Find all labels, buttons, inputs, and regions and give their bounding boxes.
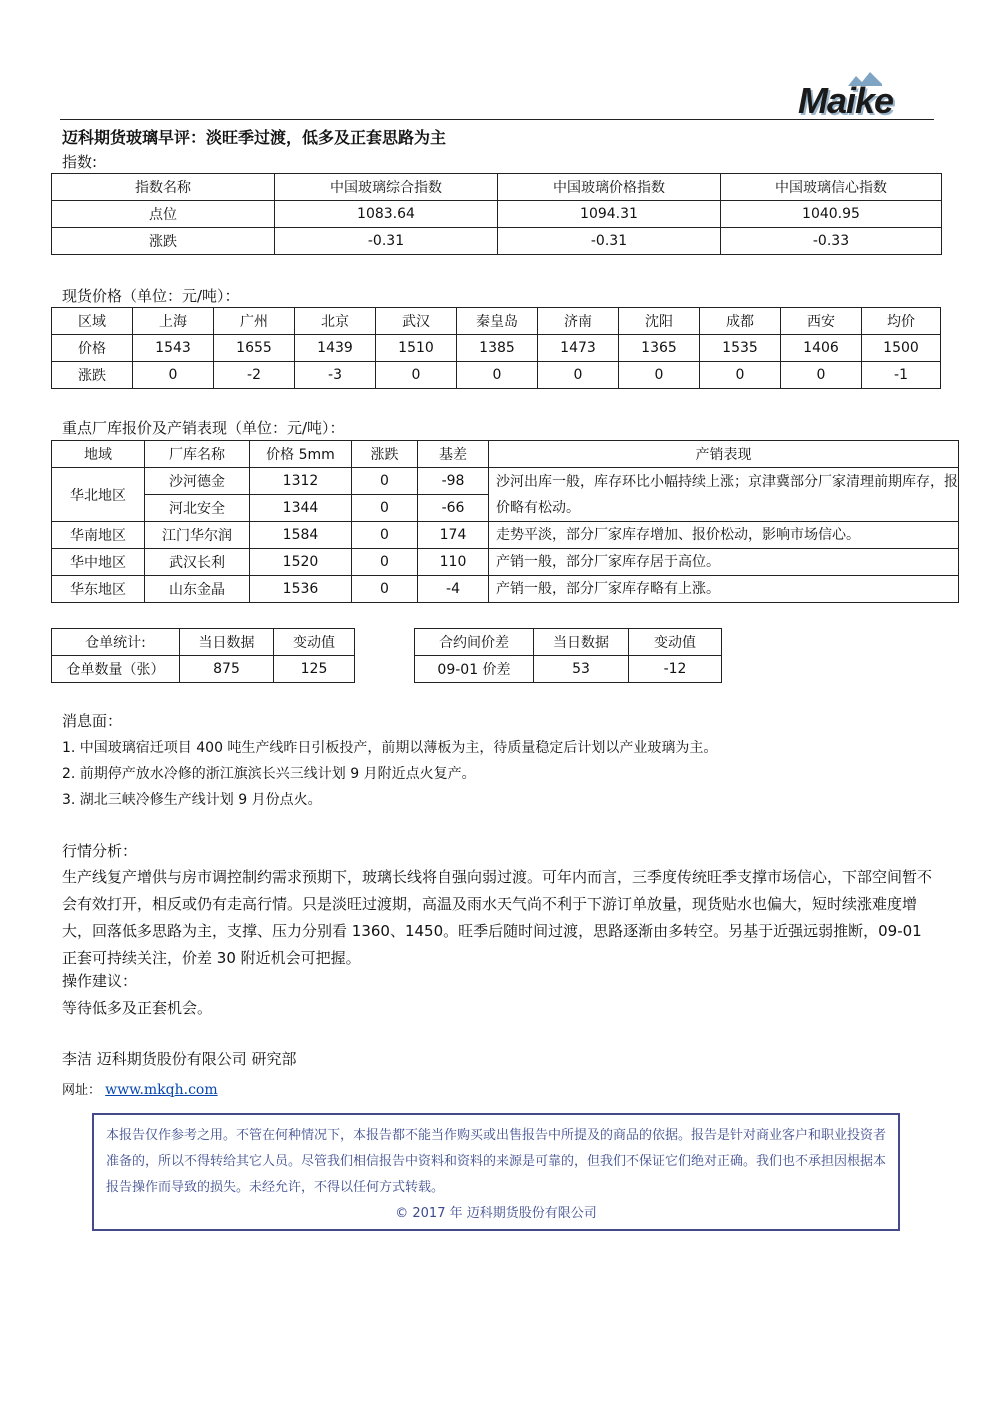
table-cell: 1510 <box>376 335 457 362</box>
table-cell: 走势平淡，部分厂家库存增加、报价松动，影响市场信心。 <box>489 522 959 549</box>
table-cell: 0 <box>352 576 418 603</box>
table-cell: 110 <box>418 549 489 576</box>
table-header-cell: 指数名称 <box>52 174 275 201</box>
website-label: 网址： <box>62 1083 102 1098</box>
table-header-row <box>52 308 941 335</box>
table-header-cell: 变动值 <box>274 629 355 656</box>
table-header-cell: 中国玻璃综合指数 <box>275 174 498 201</box>
news-item: 3. 湖北三峡冷修生产线计划 9 月份点火。 <box>62 792 322 808</box>
table-header-cell: 区域 <box>52 308 133 335</box>
table-header-row <box>415 629 722 656</box>
table-cell: 0 <box>352 522 418 549</box>
table-cell: 0 <box>781 362 862 389</box>
table-cell: -3 <box>295 362 376 389</box>
table-header-cell: 均价 <box>862 308 941 335</box>
table-row <box>52 522 959 549</box>
table-cell: 1543 <box>133 335 214 362</box>
table-cell: -2 <box>214 362 295 389</box>
table-cell: 仓单数量（张） <box>52 656 180 683</box>
disclaimer-box <box>92 1113 900 1231</box>
table-header-cell: 西安 <box>781 308 862 335</box>
news-item: 2. 前期停产放水冷修的浙江旗滨长兴三线计划 9 月附近点火复产。 <box>62 766 476 782</box>
table-cell: 0 <box>376 362 457 389</box>
table-cell: 1536 <box>250 576 352 603</box>
table-cell: 1473 <box>538 335 619 362</box>
table-cell: 华南地区 <box>52 522 145 549</box>
warehouse-receipt-table <box>51 628 355 683</box>
table-cell: 0 <box>352 495 418 522</box>
table-header-cell: 产销表现 <box>489 441 959 468</box>
disclaimer-text: 本报告仅作参考之用。不管在何种情况下，本报告都不能当作购买或出售报告中所提及的商品的依据。报告是针对商业客户和职业投资者准备的，所以不得转给其它人员。尽管我们相信报告中资料和资料的来源是可靠的，但我们不保证它们绝对正确。我们也不承担因根据本报告操作而导致的损失。未经允许，不得以任何方式转载。 <box>106 1128 887 1195</box>
table-cell: 1312 <box>250 468 352 495</box>
maike-logo: Maike <box>798 80 894 121</box>
table-cell: 1500 <box>862 335 941 362</box>
table-header-cell: 厂库名称 <box>145 441 250 468</box>
report-title: 迈科期货玻璃早评：淡旺季过渡，低多及正套思路为主 <box>62 128 447 147</box>
table-cell: 1083.64 <box>275 201 498 228</box>
table-cell: 沙河出库一般，库存环比小幅持续上涨；京津冀部分厂家清理前期库存，报价略有松动。 <box>489 468 959 522</box>
table-cell: 1344 <box>250 495 352 522</box>
table-header-row <box>52 629 355 656</box>
table-header-cell: 变动值 <box>629 629 722 656</box>
news-section-label: 消息面： <box>62 712 123 730</box>
table-row <box>52 228 942 255</box>
author-line: 李洁 迈科期货股份有限公司 研究部 <box>62 1050 297 1068</box>
table-cell: 0 <box>700 362 781 389</box>
copyright-notice: © 2017 年 迈科期货股份有限公司 <box>395 1206 597 1221</box>
table-header-cell: 地域 <box>52 441 145 468</box>
table-header-cell: 济南 <box>538 308 619 335</box>
table-cell: -0.31 <box>498 228 721 255</box>
table-cell: 涨跌 <box>52 362 133 389</box>
table-cell: 1094.31 <box>498 201 721 228</box>
table-cell: 1584 <box>250 522 352 549</box>
table-cell: 点位 <box>52 201 275 228</box>
table-cell: -98 <box>418 468 489 495</box>
header-divider <box>60 119 934 120</box>
spot-section-label: 现货价格（单位：元/吨）： <box>62 287 240 305</box>
table-cell: 产销一般，部分厂家库存居于高位。 <box>489 549 959 576</box>
table-cell: 0 <box>352 549 418 576</box>
table-header-cell: 基差 <box>418 441 489 468</box>
table-cell: -0.31 <box>275 228 498 255</box>
table-header-cell: 中国玻璃信心指数 <box>721 174 942 201</box>
table-cell: 1520 <box>250 549 352 576</box>
table-cell: -1 <box>862 362 941 389</box>
table-header-cell: 上海 <box>133 308 214 335</box>
table-cell: 江门华尔润 <box>145 522 250 549</box>
index-section-label: 指数: <box>62 153 98 171</box>
table-cell: -4 <box>418 576 489 603</box>
table-cell: 华北地区 <box>52 468 145 522</box>
index-table <box>51 173 942 255</box>
table-header-cell: 当日数据 <box>180 629 274 656</box>
table-header-row <box>52 174 942 201</box>
table-cell: 0 <box>352 468 418 495</box>
table-row <box>52 576 959 603</box>
table-header-cell: 武汉 <box>376 308 457 335</box>
factory-section-label: 重点厂库报价及产销表现（单位：元/吨）： <box>62 419 345 437</box>
factory-price-table <box>51 440 959 603</box>
table-header-row <box>52 441 959 468</box>
table-header-cell: 广州 <box>214 308 295 335</box>
table-header-cell: 沈阳 <box>619 308 700 335</box>
spot-price-table <box>51 307 941 389</box>
table-cell: 1655 <box>214 335 295 362</box>
table-cell: 53 <box>534 656 629 683</box>
table-cell: 174 <box>418 522 489 549</box>
table-cell: 0 <box>619 362 700 389</box>
table-cell: 河北安全 <box>145 495 250 522</box>
table-header-cell: 北京 <box>295 308 376 335</box>
table-cell: 1365 <box>619 335 700 362</box>
table-cell: 涨跌 <box>52 228 275 255</box>
table-cell: 1385 <box>457 335 538 362</box>
table-row <box>52 335 941 362</box>
table-cell: 1406 <box>781 335 862 362</box>
table-row <box>52 549 959 576</box>
table-cell: 0 <box>133 362 214 389</box>
table-header-cell: 中国玻璃价格指数 <box>498 174 721 201</box>
analysis-section-label: 行情分析： <box>62 842 138 860</box>
table-cell: -66 <box>418 495 489 522</box>
table-header-cell: 当日数据 <box>534 629 629 656</box>
table-cell: 875 <box>180 656 274 683</box>
advice-section-label: 操作建议： <box>62 972 138 990</box>
table-header-cell: 仓单统计: <box>52 629 180 656</box>
table-header-cell: 价格 5mm <box>250 441 352 468</box>
table-cell: 1040.95 <box>721 201 942 228</box>
table-cell: -12 <box>629 656 722 683</box>
advice-text: 等待低多及正套机会。 <box>62 999 213 1017</box>
table-row <box>52 468 959 495</box>
table-cell: 1535 <box>700 335 781 362</box>
table-header-cell: 涨跌 <box>352 441 418 468</box>
table-cell: 沙河德金 <box>145 468 250 495</box>
table-cell: 1439 <box>295 335 376 362</box>
news-item: 1. 中国玻璃宿迁项目 400 吨生产线昨日引板投产，前期以薄板为主，待质量稳定后计划以产业玻璃为主。 <box>62 740 718 756</box>
analysis-paragraph: 生产线复产增供与房市调控制约需求预期下，玻璃长线将自强向弱过渡。可年内而言，三季度传统旺季支撑市场信心，下部空间暂不会有效打开，相反或仍有走高行情。只是淡旺过渡期，高温及雨水天气尚不利于下游订单放量，现货贴水也偏大，短时续涨难度增大，回落低多思路为主，支撑、压力分别看 1360、1450。旺季后随时间过渡，思路逐渐由多转空。另基于近强远弱推断，09-01 正套可持续关注，价差 30 附近机会可把握。 <box>62 868 933 967</box>
table-header-cell: 成都 <box>700 308 781 335</box>
table-header-cell: 合约间价差 <box>415 629 534 656</box>
table-cell: 山东金晶 <box>145 576 250 603</box>
table-cell: 09-01 价差 <box>415 656 534 683</box>
table-row <box>415 656 722 683</box>
table-cell: 0 <box>538 362 619 389</box>
table-row <box>52 201 942 228</box>
table-cell: 华东地区 <box>52 576 145 603</box>
website-row <box>62 1079 218 1098</box>
table-header-cell: 秦皇岛 <box>457 308 538 335</box>
table-row <box>52 362 941 389</box>
table-cell: 价格 <box>52 335 133 362</box>
table-cell: -0.33 <box>721 228 942 255</box>
website-link[interactable]: www.mkqh.com <box>105 1082 218 1098</box>
table-cell: 华中地区 <box>52 549 145 576</box>
table-cell: 武汉长利 <box>145 549 250 576</box>
table-cell: 产销一般，部分厂家库存略有上涨。 <box>489 576 959 603</box>
contract-spread-table <box>414 628 722 683</box>
table-cell: 125 <box>274 656 355 683</box>
table-row <box>52 656 355 683</box>
table-cell: 0 <box>457 362 538 389</box>
